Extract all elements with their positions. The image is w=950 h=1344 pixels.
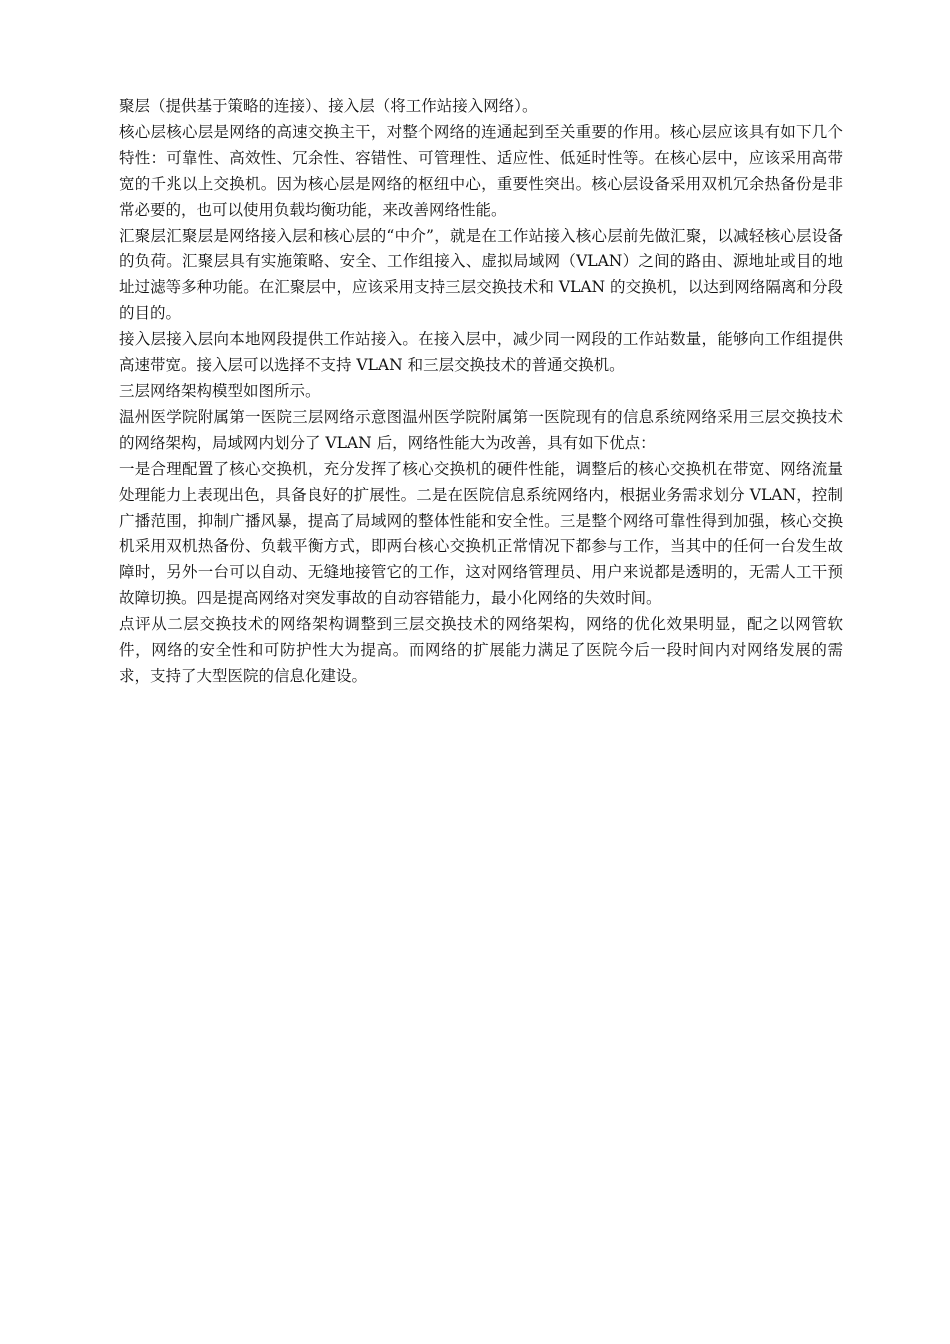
paragraph-advantages: 一是合理配置了核心交换机，充分发挥了核心交换机的硬件性能，调整后的核心交换机在带宽、网络流量处理能力上表现出色，具备良好的扩展性。二是在医院信息系统网络内，根据业务需求划分 VLAN，控制广播范围，抑制广播风暴，提高了局域网的整体性能和安全性。三是整个网络可靠性得到加强，核心交换机采用双机热备份、负载平衡方式，即两台核心交换机正常情况下都参与工作，当其中的任何一台发生故障时，另外一台可以自动、无缝地接管它的工作，这对网络管理员、用户来说都是透明的，无需人工干预故障切换。四是提高网络对突发事故的自动容错能力，最小化网络的失效时间。 [119,459,843,608]
paragraph-core-layer: 核心层核心层是网络的高速交换主干，对整个网络的连通起到至关重要的作用。核心层应该具有如下几个特性：可靠性、高效性、冗余性、容错性、可管理性、适应性、低延时性等。在核心层中，应该采用高带宽的千兆以上交换机。因为核心层是网络的枢纽中心，重要性突出。核心层设备采用双机冗余热备份是非常必要的，也可以使用负载均衡功能，来改善网络性能。 [119,122,843,219]
paragraph-review: 点评从二层交换技术的网络架构调整到三层交换技术的网络架构，网络的优化效果明显，配之以网管软件，网络的安全性和可防护性大为提高。而网络的扩展能力满足了医院今后一段时间内对网络发展的需求，支持了大型医院的信息化建设。 [119,615,843,685]
document-body [119,94,843,690]
paragraph-hospital-network: 温州医学院附属第一医院三层网络示意图温州医学院附属第一医院现有的信息系统网络采用三层交换技术的网络架构，局域网内划分了 VLAN 后，网络性能大为改善，具有如下优点： [119,407,843,452]
paragraph-model-figure: 三层网络架构模型如图所示。 [119,381,321,400]
paragraph-intro-layers: 聚层（提供基于策略的连接）、接入层（将工作站接入网络）。 [119,97,538,115]
paragraph-access-layer: 接入层接入层向本地网段提供工作站接入。在接入层中，减少同一网段的工作站数量，能够向工作组提供高速带宽。接入层可以选择不支持 VLAN 和三层交换技术的普通交换机。 [119,330,843,375]
paragraph-aggregation-layer: 汇聚层汇聚层是网络接入层和核心层的“中介”，就是在工作站接入核心层前先做汇聚，以减轻核心层设备的负荷。汇聚层具有实施策略、安全、工作组接入、虚拟局域网（VLAN）之间的路由、源地址或目的地址过滤等多种功能。在汇聚层中，应该采用支持三层交换技术和 VLAN 的交换机，以达到网络隔离和分段的目的。 [119,226,843,323]
